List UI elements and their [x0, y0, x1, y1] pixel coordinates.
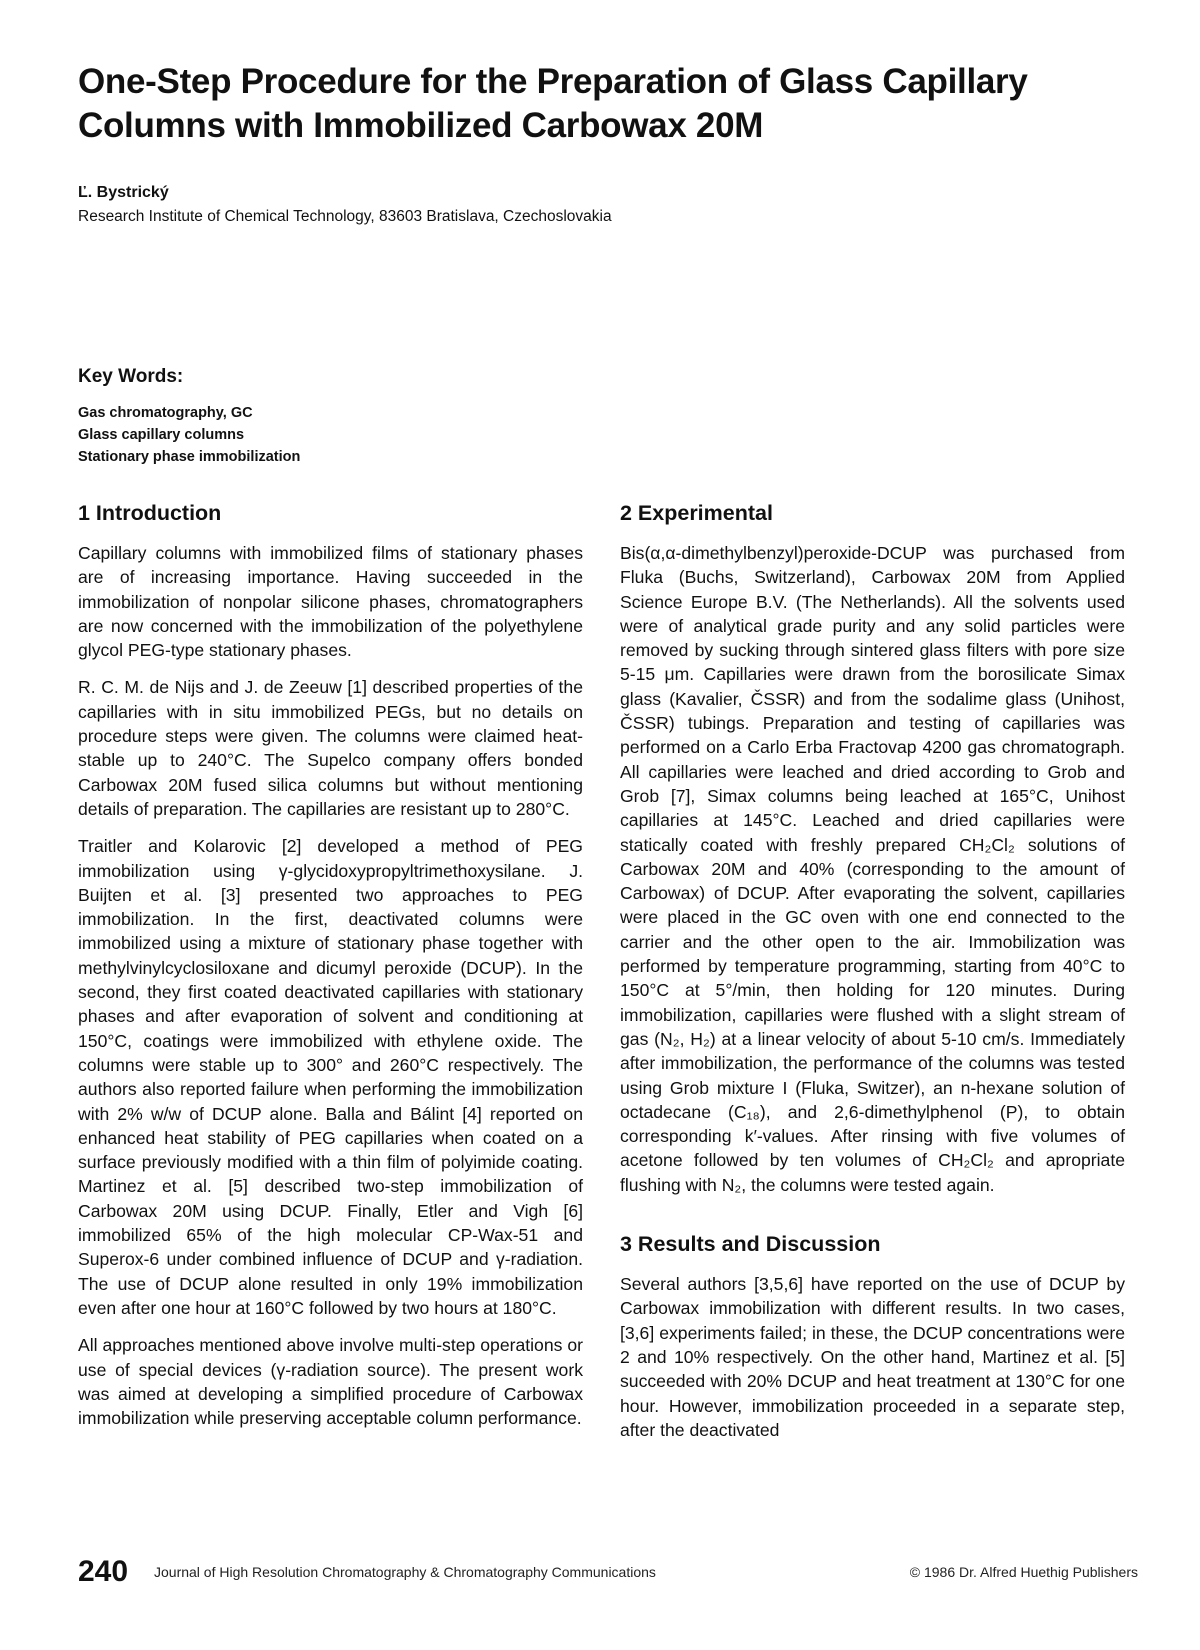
section-heading-results: 3 Results and Discussion — [620, 1232, 881, 1257]
section-heading-experimental: 2 Experimental — [620, 501, 773, 525]
keywords-heading: Key Words: — [78, 366, 184, 387]
experimental-paragraph: Bis(α,α-dimethylbenzyl)peroxide-DCUP was purchased from Fluka (Buchs, Switzerland), Carbowax 20M from Applied Science Europe B.V. (The Netherlands). All the solvents used were of analytical grade purity and any solid particles were removed by sucking through sintered glass filters with pore size 5-15 μm. Capillaries were drawn from the borosilicate Simax glass (Kavalier, ČSSR) and from the sodalime glass (Unihost, ČSSR) tubings. Preparation and testing of capillaries was performed on a Carlo Erba Fractovap 4200 gas chromatograph. All capillaries were leached and dried according to Grob and Grob [7], Simax columns being leached at 165°C, Unihost capillaries at 145°C. Leached and dried capillaries were statically coated with freshly prepared CH₂Cl₂ solutions of Carbowax 20M and 40% (corresponding to the amount of Carbowax) of DCUP. After evaporating the solvent, capillaries were placed in the GC oven with one end connected to the carrier and the other open to the air. Immobilization was performed by temperature programming, starting from 40°C to 150°C at 5°/min, then holding for 120 minutes. During immobilization, capillaries were flushed with a slight stream of gas (N₂, H₂) at a linear velocity of about 5-10 cm/s. Immediately after immobilization, the performance of the columns was tested using Grob mixture I (Fluka, Switzer), an n-hexane solution of octadecane (C₁₈), and 2,6-dimethylphenol (P), to obtain corresponding k′-values. After rinsing with five volumes of acetone followed by ten volumes of CH₂Cl₂ and apropriate flushing with N₂, the columns were tested again. — [620, 543, 1125, 1195]
intro-paragraph: Capillary columns with immobilized films of stationary phases are of increasing importance. Having succeeded in the immobilization of nonpolar silicone phases, chromatographers are now concerned with the immobilization of the polyethylene glycol PEG-type stationary phases. — [78, 543, 583, 661]
left-column — [78, 500, 583, 1443]
author-name: Ľ. Bystrický — [78, 184, 169, 201]
intro-paragraph: All approaches mentioned above involve multi-step operations or use of special devices (γ-radiation source). The present work was aimed at developing a simplified procedure of Carbowax immobilization while preserving acceptable column performance. — [78, 1335, 583, 1429]
page-number: 240 — [78, 1555, 129, 1588]
section-heading-introduction: 1 Introduction — [78, 501, 222, 525]
paper-title: One-Step Procedure for the Preparation of Glass Capillary Columns with Immobilized Carbowax 20M — [78, 62, 1028, 145]
keyword-item: Stationary phase immobilization — [78, 449, 301, 465]
keywords-list — [78, 402, 300, 468]
keyword-item: Gas chromatography, GC — [78, 405, 253, 421]
right-column — [620, 500, 1125, 1455]
copyright-notice: © 1986 Dr. Alfred Huethig Publishers — [909, 1564, 1138, 1580]
page-footer — [78, 1555, 1138, 1595]
author-affiliation: Research Institute of Chemical Technology, 83603 Bratislava, Czechoslovakia — [78, 208, 612, 225]
intro-paragraph: R. C. M. de Nijs and J. de Zeeuw [1] described properties of the capillaries with in situ immobilized PEGs, but no details on procedure steps were given. The columns were claimed heat-stable up to 240°C. The Supelco company offers bonded Carbowax 20M fused silica columns but without mentioning details of preparation. The capillaries are resistant up to 280°C. — [78, 677, 583, 819]
keyword-item: Glass capillary columns — [78, 427, 245, 443]
intro-paragraph: Traitler and Kolarovic [2] developed a method of PEG immobilization using γ-glycidoxypropyltrimethoxysilane. J. Buijten et al. [3] presented two approaches to PEG immobilization. In the first, deactivated columns were immobilized using a mixture of stationary phase together with methylvinylcyclosiloxane and dicumyl peroxide (DCUP). In the second, they first coated deactivated capillaries with stationary phases and after evaporation of solvent and conditioning at 150°C, coatings were immobilized with ethylene oxide. The columns were stable up to 300° and 260°C respectively. The authors also reported failure when performing the immobilization with 2% w/w of DCUP alone. Balla and Bálint [4] reported on enhanced heat stability of PEG capillaries when coated on a surface previously modified with a thin film of polyimide coating. Martinez et al. [5] described two-step immobilization of Carbowax 20M using DCUP. Finally, Etler and Vigh [6] immobilized 65% of the high molecular CP-Wax-51 and Superox-6 under combined influence of DCUP and γ-radiation. The use of DCUP alone resulted in only 19% immobilization even after one hour at 160°C followed by two hours at 180°C. — [78, 836, 583, 1318]
results-paragraph: Several authors [3,5,6] have reported on the use of DCUP by Carbowax immobilization with different results. In two cases, [3,6] experiments failed; in these, the DCUP concentrations were 2 and 10% respectively. On the other hand, Martinez et al. [5] succeeded with 20% DCUP and heat treatment at 130°C for one hour. However, immobilization proceeded in a separate step, after the deactivated — [620, 1274, 1125, 1440]
journal-name: Journal of High Resolution Chromatography & Chromatography Communications — [154, 1564, 656, 1580]
